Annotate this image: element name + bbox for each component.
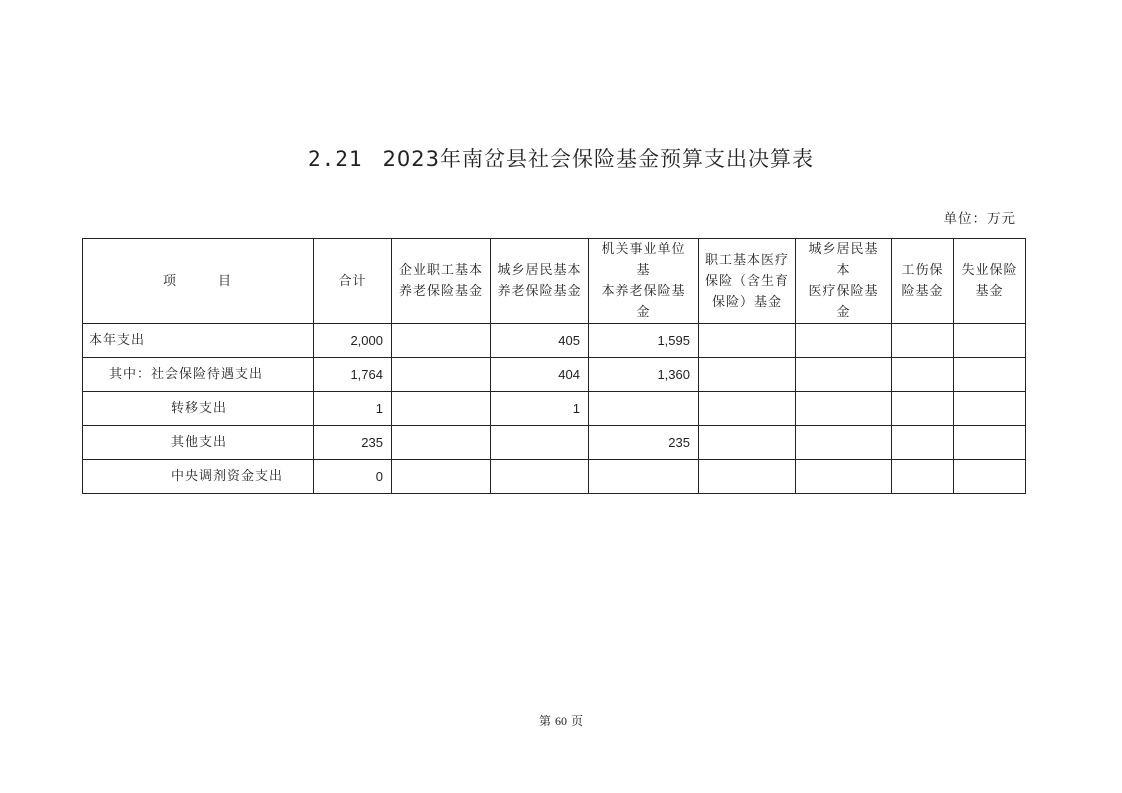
cell-total: 235 [314,426,392,460]
cell-col3 [589,460,699,494]
cell-col2 [491,460,589,494]
cell-total: 0 [314,460,392,494]
cell-total: 2,000 [314,324,392,358]
cell-col3 [589,392,699,426]
row-label: 本年支出 [83,324,314,358]
table-row [83,426,1026,460]
cell-col6 [892,460,954,494]
header-col5: 城乡居民基本 医疗保险基金 [796,239,892,324]
cell-col2: 404 [491,358,589,392]
cell-col6 [892,392,954,426]
cell-col4 [699,392,796,426]
cell-col6 [892,324,954,358]
cell-col5 [796,460,892,494]
cell-total: 1,764 [314,358,392,392]
cell-col7 [954,460,1026,494]
header-item-char-2: 目 [218,273,234,289]
cell-col1 [392,358,491,392]
cell-col5 [796,358,892,392]
cell-col7 [954,324,1026,358]
title-number: 2.21 [307,147,363,171]
row-label: 转移支出 [83,392,314,426]
cell-col1 [392,324,491,358]
cell-col5 [796,426,892,460]
cell-col7 [954,358,1026,392]
header-item-char-1: 项 [162,273,178,289]
cell-col6 [892,426,954,460]
table-row [83,392,1026,426]
header-col1: 企业职工基本 养老保险基金 [392,239,491,324]
header-total: 合计 [314,239,392,324]
header-col2: 城乡居民基本 养老保险基金 [491,239,589,324]
cell-col6 [892,358,954,392]
table-row [83,460,1026,494]
header-item [83,239,314,324]
cell-col3: 1,595 [589,324,699,358]
page-title [0,143,1122,173]
cell-col4 [699,460,796,494]
header-col7: 失业保险 基金 [954,239,1026,324]
cell-col1 [392,460,491,494]
cell-col2: 405 [491,324,589,358]
cell-col3: 1,360 [589,358,699,392]
row-label: 中央调剂资金支出 [83,460,314,494]
cell-col5 [796,392,892,426]
row-label: 其中：社会保险待遇支出 [83,358,314,392]
cell-total: 1 [314,392,392,426]
cell-col4 [699,426,796,460]
cell-col2: 1 [491,392,589,426]
title-text: 2023年南岔县社会保险基金预算支出决算表 [382,147,815,171]
footer-suffix: 页 [571,714,584,728]
cell-col3: 235 [589,426,699,460]
cell-col5 [796,324,892,358]
header-col6: 工伤保 险基金 [892,239,954,324]
table-row [83,324,1026,358]
cell-col4 [699,358,796,392]
header-col3: 机关事业单位基 本养老保险基金 [589,239,699,324]
header-row [83,239,1026,324]
fund-expenditure-table [82,238,1026,494]
row-label: 其他支出 [83,426,314,460]
page-footer [0,712,1122,729]
header-col4: 职工基本医疗 保险（含生育 保险）基金 [699,239,796,324]
cell-col1 [392,426,491,460]
cell-col7 [954,392,1026,426]
cell-col1 [392,392,491,426]
unit-label: 单位：万元 [943,211,1016,227]
footer-prefix: 第 [538,714,551,728]
cell-col2 [491,426,589,460]
page-number: 60 [555,714,567,728]
cell-col7 [954,426,1026,460]
table-row [83,358,1026,392]
cell-col4 [699,324,796,358]
